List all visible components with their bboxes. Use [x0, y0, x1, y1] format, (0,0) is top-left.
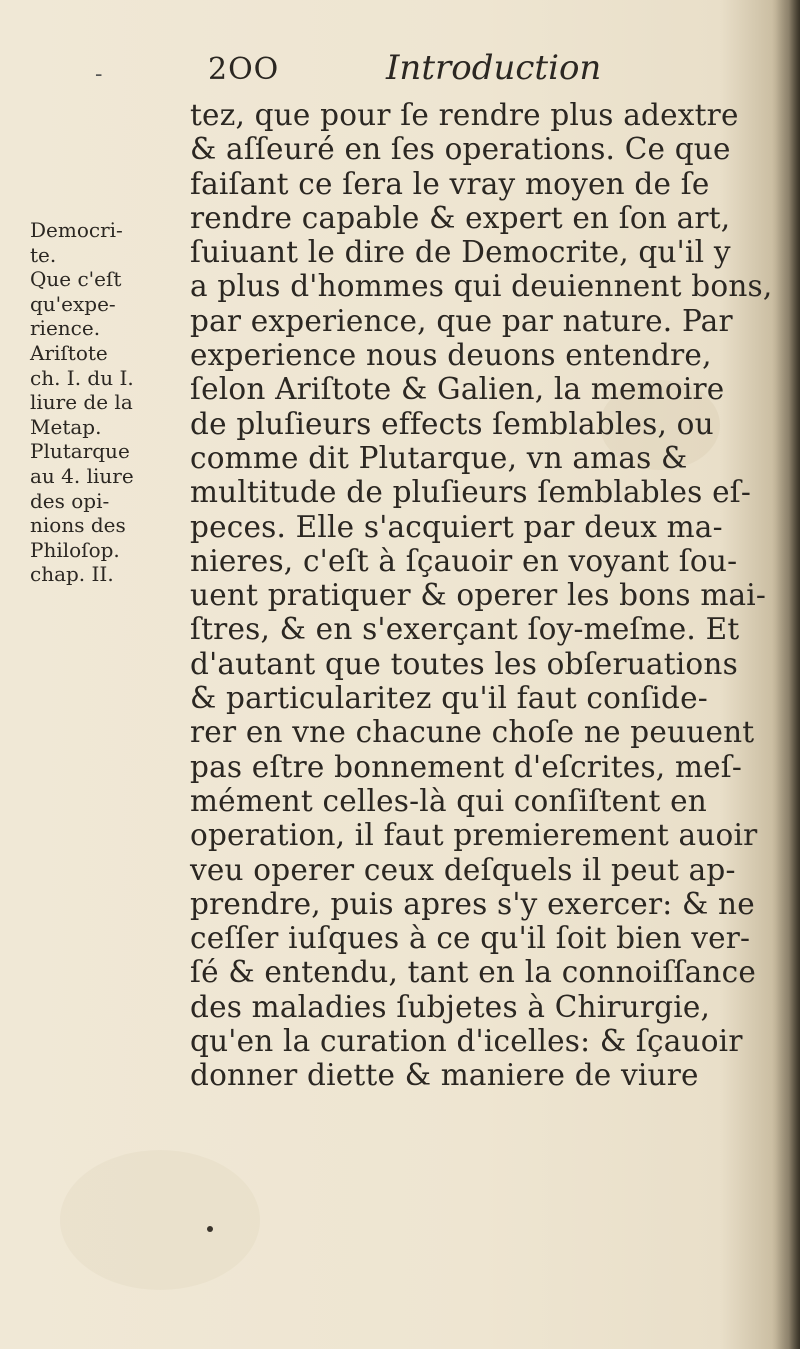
text-line: tez, que pour ſe rendre plus adextre — [190, 98, 739, 132]
ink-dot — [207, 1226, 213, 1232]
page-header — [0, 44, 800, 94]
running-title: Introduction — [386, 48, 602, 88]
text-line: de pluſieurs effects ſemblables, ou — [190, 406, 714, 441]
text-line: nieres, c'eſt à ſçauoir en voyant ſou- — [190, 543, 738, 578]
text-line: uent pratiquer & operer les bons mai- — [190, 578, 767, 613]
text-line: & aſſeuré en ſes operations. Ce que — [190, 132, 731, 167]
text-line: comme dit Plutarque, vn amas & — [190, 440, 688, 475]
margin-note-line: liure de la — [30, 390, 133, 415]
margin-note-line: au 4. liure — [30, 463, 134, 488]
text-line: operation, il faut premierement auoir — [190, 818, 758, 853]
margin-note-line: Democri- — [30, 218, 123, 242]
text-line: faiſant ce ſera le vray moyen de ſe — [190, 166, 710, 201]
text-line: ſuiuant le dire de Democrite, qu'il y — [190, 235, 731, 270]
margin-note-line: Metap. — [30, 414, 102, 439]
text-line: ſtres, & en s'exerçant ſoy-meſme. Et — [190, 612, 740, 647]
text-line: ſelon Ariſtote & Galien, la memoire — [190, 372, 725, 407]
page-edge-shadow — [772, 0, 800, 1349]
text-line: rer en vne chacune choſe ne peuuent — [190, 715, 755, 750]
text-line: qu'en la curation d'icelles: & ſçauoir — [190, 1024, 743, 1059]
text-line: veu operer ceux deſquels il peut ap- — [190, 852, 736, 887]
text-line: d'autant que toutes les obſeruations — [190, 646, 738, 681]
text-line: prendre, puis apres s'y exercer: & ne — [190, 886, 755, 921]
main-text-block — [190, 98, 773, 1093]
margin-note-line: des opi- — [30, 488, 110, 513]
page-number: 2OO — [208, 52, 280, 87]
margin-note-line: ch. I. du I. — [30, 365, 134, 390]
text-line: a plus d'hommes qui deuiennent bons, — [190, 269, 773, 304]
text-line: & particularitez qu'il faut conſide- — [190, 681, 708, 716]
margin-note-line: nions des — [30, 513, 126, 538]
text-line: ceſſer iuſques à ce qu'il ſoit bien ver- — [190, 921, 751, 956]
margin-note-line: Plutarque — [30, 439, 130, 464]
margin-note-line: rience. — [30, 316, 101, 341]
margin-notes — [30, 218, 190, 587]
text-line: rendre capable & expert en ſon art, — [190, 200, 731, 235]
margin-note-line: Que c'eſt — [30, 267, 122, 292]
text-line: mément celles-là qui conſiſtent en — [190, 783, 707, 818]
text-line: donner diette & maniere de viure — [190, 1058, 699, 1093]
text-line: pas eſtre bonnement d'eſcrites, meſ- — [190, 749, 743, 784]
header-dash: - — [95, 62, 103, 87]
text-line: experience nous deuons entendre, — [190, 338, 712, 373]
text-line: des maladies ſubjetes à Chirurgie, — [190, 989, 711, 1024]
margin-note-line: Ariſtote — [30, 340, 108, 365]
margin-note-line: te. — [30, 242, 57, 267]
margin-note-line: chap. II. — [30, 562, 114, 587]
text-line: peces. Elle s'acquiert par deux ma- — [190, 509, 723, 544]
margin-note-line: Philoſop. — [30, 537, 120, 562]
text-line: multitude de pluſieurs ſemblables eſ- — [190, 475, 752, 510]
text-line: ſé & entendu, tant en la connoiſſance — [190, 955, 756, 990]
margin-note-line: qu'expe- — [30, 291, 116, 316]
paper-stain — [60, 1150, 260, 1290]
text-line: par experience, que par nature. Par — [190, 303, 733, 338]
